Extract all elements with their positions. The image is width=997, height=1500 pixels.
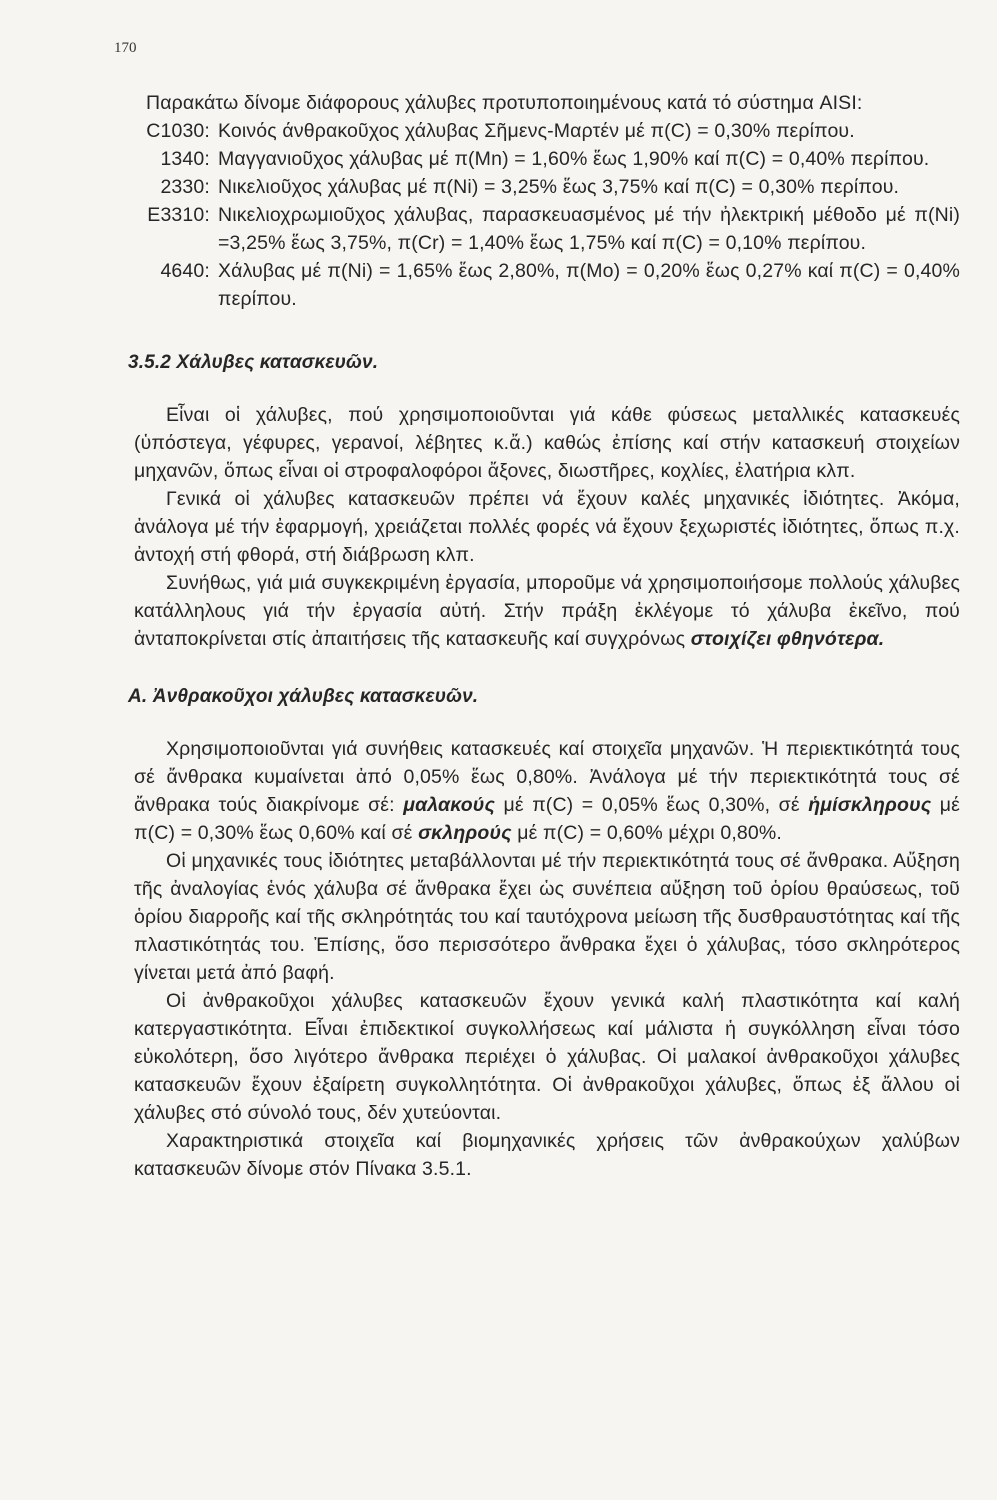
paragraph-text: μέ π(C) = 0,05% ἕως 0,30%, σέ	[495, 794, 809, 816]
steel-code: E3310:	[147, 204, 210, 226]
section-352-paragraph-1: Εἶναι οἱ χάλυβες, πού χρησιμοποιοῦνται γιά κάθε φύσεως μεταλλικές κατασκευές (ὑπόστεγα, γέφυρες, γερανοί, λέβητες κ.ἄ.) καθώς ἐπίσης καί στήν κατασκευή στοιχείων μηχανῶν, ὅπως εἶναι οἱ στροφαλοφόροι ἄξονες, διωστῆρες, κοχλίες, ἐλατήρια κλπ.	[134, 404, 960, 482]
emphasis-soft: μαλακούς	[403, 794, 496, 816]
section-a-paragraph-1	[134, 735, 960, 847]
steel-code: C1030:	[146, 120, 210, 142]
steel-code: 1340:	[160, 148, 210, 170]
steel-entry-c1030	[130, 117, 960, 145]
steel-entry-e3310	[130, 201, 960, 257]
steel-code: 2330:	[160, 176, 210, 198]
steel-list	[130, 117, 960, 313]
emphasis-semi-hard: ἡμίσκληρους	[808, 794, 932, 816]
paragraph-text: μέ π(C) = 0,30% ἕως 0,60% καί σέ	[134, 794, 961, 844]
section-352-paragraph-3	[134, 569, 960, 653]
steel-description: Νικελιοῦχος χάλυβας μέ π(Ni) = 3,25% ἕως 3,75% καί π(C) = 0,30% περίπου.	[218, 176, 900, 198]
steel-entry-1340	[130, 145, 960, 173]
page-number: 170	[114, 40, 137, 56]
page-content	[130, 89, 960, 1183]
section-352-paragraph-2: Γενικά οἱ χάλυβες κατασκευῶν πρέπει νά ἔχουν καλές μηχανικές ἰδιότητες. Ἀκόμα, ἀνάλογα μέ τήν ἐφαρμογή, χρειάζεται πολλές φορές νά ἔχουν ξεχωριστές ἰδιότητες, ὅπως π.χ. ἀντοχή στή φθορά, στή διάβρωση κλπ.	[134, 488, 960, 566]
steel-description: Χάλυβας μέ π(Ni) = 1,65% ἕως 2,80%, π(Mo) = 0,20% ἕως 0,27% καί π(C) = 0,40% περίπου.	[218, 260, 960, 310]
paragraph-text: Συνήθως, γιά μιά συγκεκριμένη ἐργασία, μποροῦμε νά χρησιμοποιήσομε πολλούς χάλυβες κατάλληλους γιά τήν ἐργασία αὐτή. Στήν πράξη ἐκλέγομε τό χάλυβα ἐκεῖνο, πού ἀνταποκρίνεται στίς ἀπαιτήσεις τῆς κατασκευῆς καί συγχρόνως	[134, 572, 960, 650]
section-a-paragraph-3: Οἱ ἀνθρακοῦχοι χάλυβες κατασκευῶν ἔχουν γενικά καλή πλαστικότητα καί καλή κατεργαστικότητα. Εἶναι ἐπιδεκτικοί συγκολλήσεως καί μάλιστα ἡ συγκόλληση εἶναι τόσο εὐκολότερη, ὅσο λιγότερο ἄνθρακα περιέχει ὁ χάλυβας. Οἱ μαλακοί ἀνθρακοῦχοι χάλυβες κατασκευῶν ἔχουν ἐξαίρετη συγκολλητότητα. Οἱ ἀνθρακοῦχοι χάλυβες, ὅπως ἐξ ἄλλου οἱ χάλυβες στό σύνολό τους, δέν χυτεύονται.	[134, 990, 960, 1124]
section-heading-352: 3.5.2 Χάλυβες κατασκευῶν.	[128, 352, 379, 373]
section-a-paragraph-4: Χαρακτηριστικά στοιχεῖα καί βιομηχανικές χρήσεις τῶν ἀνθρακούχων χαλύβων κατασκευῶν δίνομε στόν Πίνακα 3.5.1.	[134, 1130, 960, 1180]
steel-code: 4640:	[160, 260, 210, 282]
section-heading-a: Α. Ἀνθρακοῦχοι χάλυβες κατασκευῶν.	[128, 686, 479, 707]
emphasis-hard: σκληρούς	[418, 822, 512, 844]
steel-description: Μαγγανιοῦχος χάλυβας μέ π(Mn) = 1,60% ἕως 1,90% καί π(C) = 0,40% περίπου.	[218, 148, 930, 170]
steel-entry-4640	[130, 257, 960, 313]
intro-paragraph: Παρακάτω δίνομε διάφορους χάλυβες προτυποποιημένους κατά τό σύστημα AISI:	[146, 92, 863, 114]
emphasis-text: στοιχίζει φθηνότερα.	[690, 628, 885, 650]
section-a-paragraph-2: Οἱ μηχανικές τους ἰδιότητες μεταβάλλονται μέ τήν περιεκτικότητά τους σέ ἄνθρακα. Αὔξηση τῆς ἀναλογίας ἑνός χάλυβα σέ ἄνθρακα ἔχει ὡς συνέπεια αὔξηση τοῦ ὁρίου θραύσεως, τοῦ ὁρίου διαρροῆς καί τῆς σκληρότητάς του καί ταυτόχρονα μείωση τῆς δυσθραυστότητας καί τῆς πλαστικότητάς του. Ἐπίσης, ὅσο περισσότερο ἄνθρακα ἔχει ὁ χάλυβας, τόσο σκληρότερος γίνεται μετά ἀπό βαφή.	[134, 850, 960, 984]
steel-entry-2330	[130, 173, 960, 201]
steel-description: Κοινός άνθρακοῦχος χάλυβας Σῆμενς-Μαρτέν μέ π(C) = 0,30% περίπου.	[218, 120, 855, 142]
paragraph-text: Χρησιμοποιοῦνται γιά συνήθεις κατασκευές καί στοιχεῖα μηχανῶν. Ἡ περιεκτικότητά τους σέ ἄνθρακα κυμαίνεται ἀπό 0,05% ἕως 0,80%. Ἀνάλογα μέ τήν περιεκτικότητά τους σέ ἄνθρακα τούς διακρίνομε σέ:	[134, 738, 960, 816]
paragraph-text: μέ π(C) = 0,60% μέχρι 0,80%.	[511, 822, 782, 844]
steel-description: Νικελιοχρωμιοῦχος χάλυβας, παρασκευασμένος μέ τήν ἠλεκτρική μέθοδο μέ π(Ni) =3,25% ἕως 3,75%, π(Cr) = 1,40% ἕως 1,75% καί π(C) = 0,10% περίπου.	[218, 204, 960, 254]
